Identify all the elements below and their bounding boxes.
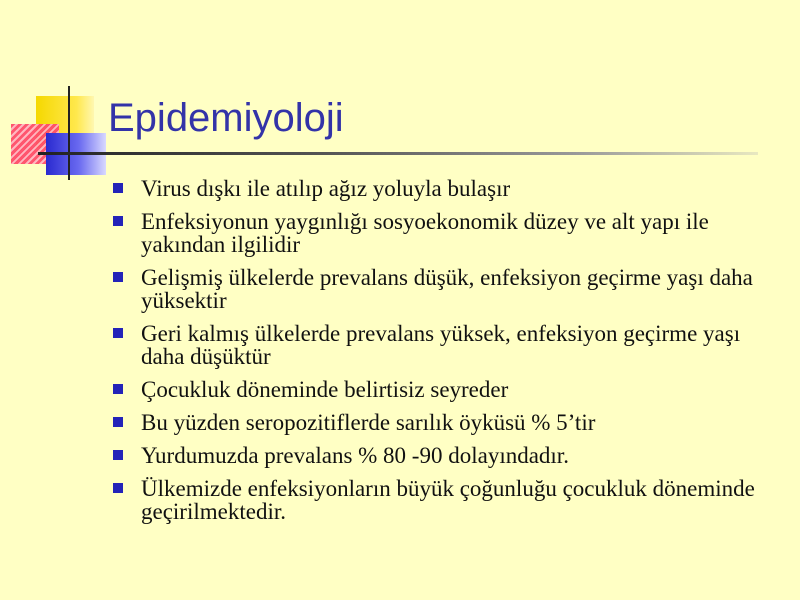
bullet-item: [110, 266, 780, 312]
bullet-item: [110, 411, 780, 434]
bullet-text: Gelişmiş ülkelerde prevalans düşük, enfeksiyon geçirme yaşı daha yüksektir: [141, 265, 753, 313]
bullet-text: Ülkemizde enfeksiyonların büyük çoğunluğu çocukluk döneminde geçirilmektedir.: [141, 476, 755, 524]
bullet-item: [110, 444, 780, 467]
bullet-text: Bu yüzden seropozitiflerde sarılık öyküsü % 5’tir: [141, 410, 596, 435]
decorative-vertical-line: [68, 86, 70, 180]
square-bullet-icon: [113, 328, 123, 338]
bullet-item: [110, 210, 780, 256]
bullet-item: [110, 177, 780, 200]
square-bullet-icon: [113, 417, 123, 427]
bullet-item: [110, 477, 780, 523]
bullet-text: Yurdumuzda prevalans % 80 -90 dolayındadır.: [141, 443, 569, 468]
square-bullet-icon: [113, 483, 123, 493]
bullet-list: [110, 177, 780, 533]
square-bullet-icon: [113, 450, 123, 460]
title-underline: [38, 152, 758, 155]
bullet-text: Çocukluk döneminde belirtisiz seyreder: [141, 377, 509, 402]
bullet-item: [110, 378, 780, 401]
bullet-text: Enfeksiyonun yaygınlığı sosyoekonomik düzey ve alt yapı ile yakından ilgilidir: [141, 209, 709, 257]
square-bullet-icon: [113, 384, 123, 394]
slide-title: Epidemiyoloji: [108, 96, 344, 140]
bullet-text: Geri kalmış ülkelerde prevalans yüksek, enfeksiyon geçirme yaşı daha düşüktür: [141, 321, 741, 369]
square-bullet-icon: [113, 272, 123, 282]
square-bullet-icon: [113, 216, 123, 226]
bullet-text: Virus dışkı ile atılıp ağız yoluyla bulaşır: [141, 176, 511, 201]
square-bullet-icon: [113, 183, 123, 193]
bullet-item: [110, 322, 780, 368]
